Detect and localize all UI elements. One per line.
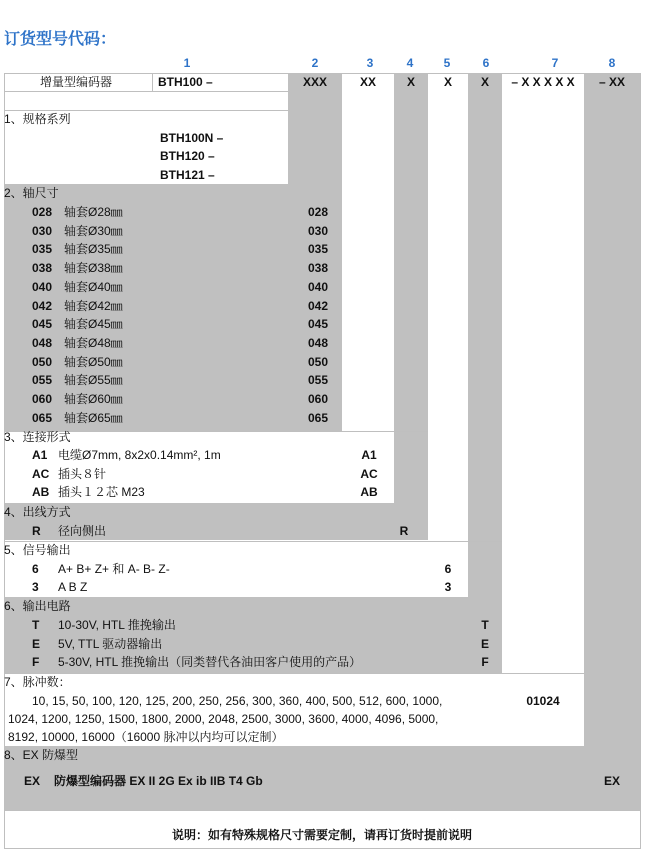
sec4-code: R [32, 524, 41, 538]
sec2-val: 042 [307, 298, 329, 313]
sec6-title: 6、输出电路 [4, 599, 71, 613]
sec5-val: 3 [444, 580, 452, 594]
sec2-val: 060 [307, 392, 329, 406]
sec2-desc: 轴套Ø28㎜ [64, 205, 123, 219]
col4-band [394, 73, 428, 540]
sec8-val: EX [603, 774, 620, 788]
sec4-val: R [399, 524, 409, 538]
sec2-val: 028 [307, 205, 329, 219]
sec4-desc: 径向侧出 [58, 524, 107, 538]
sec2-code: 038 [32, 261, 53, 276]
sec5-code: 3 [32, 580, 39, 594]
sec3-desc: 插头８针 [58, 466, 107, 481]
footer-note: 说明：如有特殊规格尺寸需要定制，请再订货时提前说明 [171, 828, 472, 842]
sec1-item: BTH100N – [160, 131, 224, 145]
col-number-7: 7 [551, 56, 559, 70]
sec2-desc: 轴套Ø42㎜ [64, 298, 123, 313]
sec2-code: 060 [32, 392, 53, 406]
header-c4: X [406, 75, 415, 89]
sec5-val: 6 [444, 562, 452, 576]
col8-band [584, 73, 640, 810]
sec2-val: 040 [307, 279, 329, 294]
sec2-code: 045 [32, 317, 53, 332]
sec8-desc: 防爆型编码器 EX II 2G Ex ib IIB T4 Gb [54, 774, 263, 788]
sec3-title: 3、连接形式 [4, 430, 71, 444]
sec2-desc: 轴套Ø65㎜ [64, 410, 123, 425]
col-number-4: 4 [406, 56, 414, 70]
sec3-val: AB [360, 485, 378, 500]
header-c7: – X X X X X [511, 75, 575, 89]
sec2-val: 050 [307, 354, 329, 369]
sec2-val: 035 [307, 242, 329, 257]
sec6-code: F [32, 655, 40, 670]
sec5-code: 6 [32, 562, 39, 576]
sec6-val: T [481, 618, 489, 632]
product-name: 增量型编码器 [40, 75, 113, 89]
sec7-line1: 10, 15, 50, 100, 120, 125, 200, 250, 256, 300, 360, 400, 500, 512, 600, 1000, [32, 694, 443, 708]
sec6-val: E [480, 636, 489, 651]
header-c5: X [443, 75, 452, 89]
sec3-code: AC [32, 466, 50, 481]
header-c8: – XX [598, 75, 625, 89]
header-c3: XX [359, 75, 376, 89]
sec2-desc: 轴套Ø40㎜ [64, 279, 123, 294]
sec6-val: F [481, 655, 489, 670]
sec2-desc: 轴套Ø60㎜ [64, 392, 123, 406]
sec2-code: 028 [32, 205, 53, 219]
sec2-val: 038 [307, 261, 329, 276]
sec7-title: 7、脉冲数： [4, 675, 71, 689]
sec2-code: 055 [32, 373, 53, 388]
sec4-title: 4、出线方式 [4, 505, 71, 519]
sec5-title: 5、信号输出 [4, 543, 71, 557]
col-number-8: 8 [608, 56, 616, 70]
sec1-title: 1、规格系列 [4, 112, 71, 126]
sec2-desc: 轴套Ø45㎜ [64, 317, 123, 332]
sec7-example: 01024 [526, 694, 560, 708]
sec2-code: 048 [32, 335, 53, 350]
sec6-desc: 5-30V, HTL 推挽输出（同类替代各油田客户使用的产品） [58, 655, 362, 670]
col-number-2: 2 [311, 56, 319, 70]
sec5-desc: A+ B+ Z+ 和 A- B- Z- [58, 562, 170, 576]
sec2-code: 040 [32, 279, 53, 294]
sec2-val: 030 [307, 223, 329, 238]
sec2-val: 045 [307, 317, 329, 332]
col-number-6: 6 [482, 56, 490, 70]
sec1-item: BTH120 – [160, 149, 215, 163]
sec7-line3: 8192, 10000, 16000（16000 脉冲以内均可以定制） [8, 730, 284, 744]
sec1-item: BTH121 – [160, 168, 215, 182]
sec3-desc: 电缆Ø7mm, 8x2x0.14mm², 1m [58, 448, 221, 462]
sec2-val: 065 [307, 410, 329, 425]
sec2-desc: 轴套Ø35㎜ [64, 242, 123, 257]
sec6-code: E [32, 636, 41, 651]
header-c2: XXX [302, 75, 327, 89]
sec2-val: 055 [307, 373, 329, 388]
sec6-desc: 5V, TTL 驱动器输出 [58, 636, 163, 651]
sec2-code: 030 [32, 223, 53, 238]
sec7-line2: 1024, 1200, 1250, 1500, 1800, 2000, 2048, 2500, 3000, 3600, 4000, 4096, 5000, [8, 712, 439, 726]
sec2-title: 2、轴尺寸 [4, 186, 59, 200]
sec2-code: 035 [32, 242, 53, 257]
sec2-desc: 轴套Ø48㎜ [64, 335, 123, 350]
sec5-desc: A B Z [58, 580, 88, 594]
sec2-val: 048 [307, 335, 329, 350]
sec2-desc: 轴套Ø38㎜ [64, 261, 123, 276]
sec8-title: 8、EX 防爆型 [4, 748, 79, 762]
col-number-1: 1 [183, 56, 191, 70]
sec2-code: 065 [32, 410, 53, 425]
sec3-code: A1 [32, 448, 48, 462]
sec2-code: 042 [32, 298, 53, 313]
sec6-desc: 10-30V, HTL 推挽输出 [58, 618, 176, 632]
sec8-code: EX [24, 774, 41, 788]
col6-band [468, 73, 502, 673]
col-number-3: 3 [366, 56, 374, 70]
sec3-val: AC [360, 466, 378, 481]
sec2-desc: 轴套Ø30㎜ [64, 223, 123, 238]
sec2-desc: 轴套Ø50㎜ [64, 354, 123, 369]
sec2-desc: 轴套Ø55㎜ [64, 373, 123, 388]
col-number-5: 5 [443, 56, 451, 70]
sec2-code: 050 [32, 354, 53, 369]
sec3-val: A1 [361, 448, 377, 462]
page-title: 订货型号代码： [4, 31, 117, 48]
header-model: BTH100 – [158, 75, 213, 89]
sec3-desc: 插头１２芯 M23 [58, 485, 145, 500]
sec3-code: AB [32, 485, 50, 500]
header-c6: X [480, 75, 489, 89]
sec6-code: T [32, 618, 40, 632]
